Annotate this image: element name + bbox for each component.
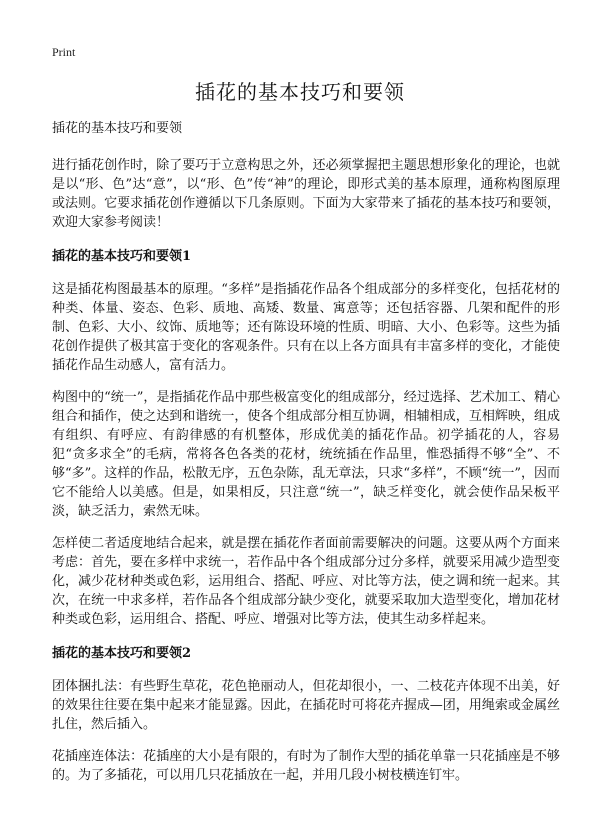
section-heading-2: 插花的基本技巧和要领2 xyxy=(52,646,192,661)
section-1-paragraph-1: 这是插花构图最基本的原理。“多样”是指插花作品各个组成部分的多样变化，包括花材的种类、体量、姿态、色彩、质地、高矮、数量、寓意等；还包括容器、几架和配件的形制、色彩、大小、纹饰、质地等；还有陈设环境的性质、明暗、大小、色彩等。这些为插花创作提供了极其富于变化的客观条件。只有在以上各方面具有丰富多样的变化，才能使插花作品生动感人，富有活力。 xyxy=(52,282,560,373)
section-1-paragraph-3: 怎样使二者适度地结合起来，就是摆在插花作者面前需要解决的问题。这要从两个方面来考虑：首先，要在多样中求统一，若作品中各个组成部分过分多样，就要采用减少造型变化，减少花材种类或色彩，运用组合、搭配、呼应、对比等方法，使之调和统一起来。其次，在统一中求多样，若作品各个组成部分缺少变化，就要采取加大造型变化，增加花材种类或色彩，运用组合、搭配、呼应、增强对比等方法，使其生动多样起来。 xyxy=(52,536,560,627)
document-title: 插花的基本技巧和要领 xyxy=(195,80,405,104)
document-body xyxy=(52,120,560,798)
section-heading-1: 插花的基本技巧和要领1 xyxy=(52,249,192,264)
section-2-paragraph-1: 团体捆扎法：有些野生草花，花色艳丽动人，但花却很小，一、二枝花卉体现不出美，好的效果往往要在集中起来才能显露。因此，在插花时可将花卉握成—团，用绳索或金属丝扎住，然后插入。 xyxy=(52,679,560,732)
document-subtitle: 插花的基本技巧和要领 xyxy=(52,121,183,136)
intro-paragraph: 进行插花创作时，除了要巧于立意构思之外，还必须掌握把主题思想形象化的理论，也就是以“形、色”达“意”，以“形、色”传“神”的理论，即形式美的基本原理，通称构图原理或法则。它要求插花创作遵循以下几条原则。下面为大家带来了插花的基本技巧和要领，欢迎大家参考阅读！ xyxy=(52,158,560,230)
section-1-paragraph-2: 构图中的“统一”，是指插花作品中那些极富变化的组成部分，经过选择、艺术加工、精心组合和插作，使之达到和谐统一，使各个组成部分相互协调，相辅相成，互相辉映，组成有组织、有呼应、有韵律感的有机整体，形成优美的插花作品。初学插花的人，容易犯“贪多求全”的毛病，常将各色各类的花材，统统插在作品里，惟恐插得不够“全”、不够“多”。这样的作品，松散无序，五色杂陈，乱无章法，只求“多样”，不顾“统一”，因而它不能给人以美感。但是，如果相反，只注意“统一”，缺乏样变化，就会使作品呆板平淡，缺乏活力，索然无味。 xyxy=(52,390,560,519)
print-link[interactable]: Print xyxy=(52,45,76,59)
section-2-paragraph-2: 花插座连体法：花插座的大小是有限的，有时为了制作大型的插花单靠一只花插座是不够的。为了多插花，可以用几只花插放在一起，并用几段小树枝横连钉牢。 xyxy=(52,749,560,783)
